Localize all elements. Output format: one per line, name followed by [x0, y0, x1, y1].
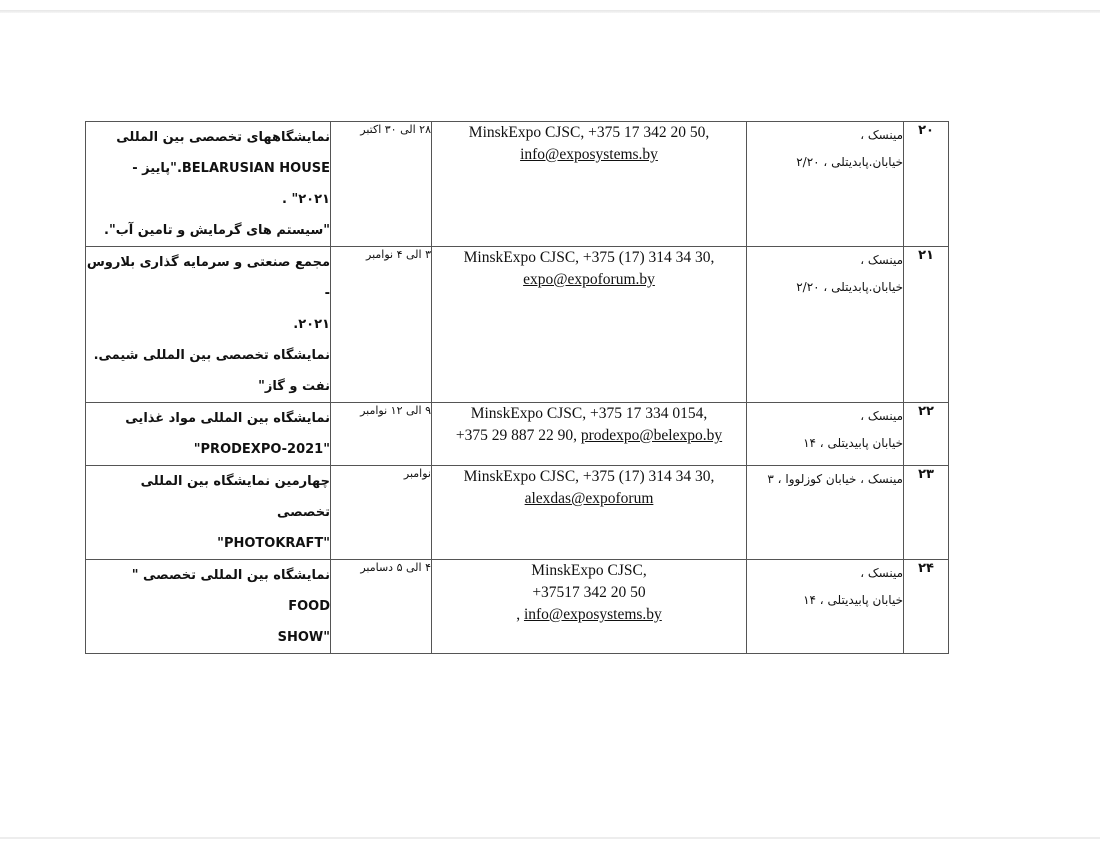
organizer-line: +375 29 887 22 90,	[455, 427, 577, 444]
organizer-cell	[432, 466, 747, 560]
organizer-line: MinskExpo CJSC,	[531, 562, 647, 579]
exhibition-name-line: BELARUSIAN HOUSE."پاییز -	[132, 161, 330, 176]
organizer-line: MinskExpo CJSC, +375 (17) 314 34 30,	[463, 249, 715, 266]
address-line: مینسک ،	[860, 409, 903, 423]
address-line: خیابان.پابدیتلی ، ۲/۲۰	[796, 155, 903, 169]
table-row	[86, 403, 949, 466]
organizer-email: prodexpo@belexpo.by	[580, 427, 723, 444]
exhibition-name-line: نمایشگاههای تخصصی بین المللی	[116, 130, 330, 145]
scan-top-edge	[0, 10, 1100, 13]
table-row	[86, 560, 949, 654]
address-line: خیابان پابیدیتلی ، ۱۴	[803, 593, 903, 607]
organizer-email: expo@expoforum.by	[523, 271, 655, 288]
exhibition-name-line: "PHOTOKRAFT"	[217, 536, 330, 551]
exhibition-name-line: نمایشگاه بین المللی مواد غذایی	[125, 411, 330, 426]
address-cell	[747, 247, 904, 403]
exhibition-name-cell	[86, 247, 331, 403]
row-number-cell: ۲۳	[904, 466, 949, 560]
exhibition-name-line: چهارمین نمایشگاه بین المللی تخصصی	[140, 474, 330, 520]
address-line: خیابان.پابدیتلی ، ۲/۲۰	[796, 280, 903, 294]
exhibition-name-line: "SHOW	[277, 630, 330, 645]
organizer-line: MinskExpo CJSC, +375 (17) 314 34 30,	[463, 468, 715, 485]
organizer-line: +37517 342 20 50	[532, 584, 646, 601]
organizer-cell	[432, 122, 747, 247]
exhibition-date-cell: ۳ الی ۴ نوامبر	[331, 247, 432, 403]
exhibitions-table	[85, 121, 949, 654]
table-row	[86, 122, 949, 247]
row-number-cell: ۲۴	[904, 560, 949, 654]
row-number-cell: ۲۰	[904, 122, 949, 247]
exhibition-name-cell	[86, 403, 331, 466]
exhibition-name-cell	[86, 466, 331, 560]
exhibition-name-line: نفت و گاز"	[258, 379, 330, 394]
address-line: مینسک ،	[860, 128, 903, 142]
organizer-line: MinskExpo CJSC, +375 17 342 20 50,	[468, 124, 710, 141]
address-line: خیابان پابیدیتلی ، ۱۴	[803, 436, 903, 450]
organizer-email: alexdas@expoforum	[524, 490, 654, 507]
scan-bottom-edge	[0, 837, 1100, 839]
organizer-cell	[432, 560, 747, 654]
organizer-email: info@exposystems.by	[523, 606, 662, 623]
organizer-line: MinskExpo CJSC, +375 17 334 0154,	[470, 405, 708, 422]
address-line: مینسک ، خیابان کوزلووا ، ۳	[767, 472, 903, 486]
exhibition-name-line: ۲۰۲۱.	[293, 317, 330, 332]
exhibition-name-cell	[86, 560, 331, 654]
exhibition-date-cell: ۴ الی ۵ دسامبر	[331, 560, 432, 654]
address-cell	[747, 466, 904, 560]
address-cell	[747, 122, 904, 247]
exhibition-name-cell	[86, 122, 331, 247]
exhibition-date-cell: ۲۸ الی ۳۰ اکتبر	[331, 122, 432, 247]
exhibition-name-line: ۲۰۲۱" .	[282, 192, 330, 207]
exhibition-name-line: مجمع صنعتی و سرمایه گذاری بلاروس -	[86, 255, 330, 301]
table-row	[86, 247, 949, 403]
exhibition-name-line: نمایشگاه تخصصی بین المللی شیمی.	[93, 348, 330, 363]
address-line: مینسک ،	[860, 566, 903, 580]
row-number-cell: ۲۲	[904, 403, 949, 466]
organizer-cell	[432, 247, 747, 403]
address-line: مینسک ،	[860, 253, 903, 267]
exhibition-name-line: نمایشگاه بین المللی تخصصی " FOOD	[131, 568, 330, 614]
email-prefix: ,	[516, 606, 524, 623]
address-cell	[747, 560, 904, 654]
exhibition-date-cell: نوامبر	[331, 466, 432, 560]
exhibition-name-line: "PRODEXPO-2021"	[193, 442, 330, 457]
table-row	[86, 466, 949, 560]
row-number-cell: ۲۱	[904, 247, 949, 403]
exhibition-date-cell: ۹ الی ۱۲ نوامبر	[331, 403, 432, 466]
address-cell	[747, 403, 904, 466]
organizer-email: info@exposystems.by	[520, 146, 658, 163]
exhibition-name-line: "سیستم های گرمایش و تامین آب".	[104, 223, 330, 238]
organizer-cell	[432, 403, 747, 466]
